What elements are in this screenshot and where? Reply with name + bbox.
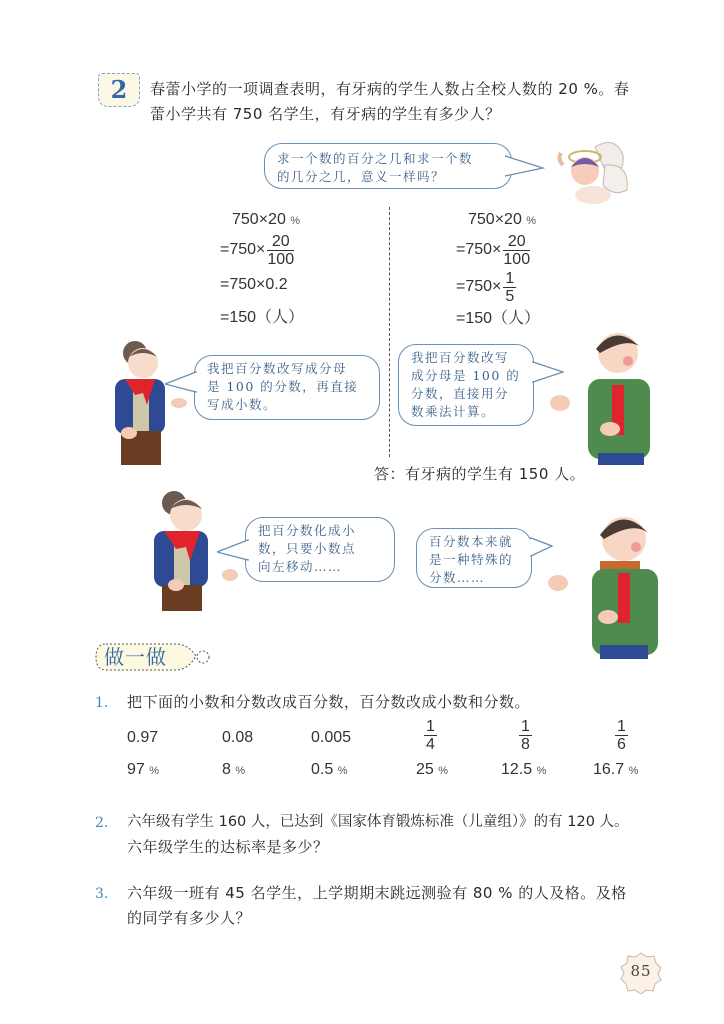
question-line: 六年级学生的达标率是多少？ [127,838,329,856]
calc-step: 750×20 [232,211,286,228]
problem-line-1: 春蕾小学的一项调查表明，有牙病的学生人数占全校人数的 20 %。春 [150,80,630,98]
percent-value: 12.5 % [501,761,547,778]
decimal-value: 0.97 [127,729,159,746]
calc-step: 750×20 [468,211,522,228]
fraction: $\frac{20}{100}$ [503,232,531,268]
question-1-text: 把下面的小数和分数改成百分数，百分数改成小数和分数。 [127,693,531,711]
question-1-row-1 [127,718,667,758]
bubble-tail [165,370,197,394]
percent-sign: % [526,215,537,227]
girl-speech-bubble-2 [245,517,395,582]
example-problem [150,77,670,127]
bubble-line: 我把百分数改写成分母 [207,361,348,376]
decimal-value: 0.005 [311,729,352,746]
boy-illustration [540,505,660,660]
bubble-line: 数，只要小数点 [258,541,357,556]
question-line: 六年级有学生 160 人，已达到《国家体育锻炼标准（儿童组）》的有 120 人。 [127,814,629,830]
percent-value: 8 % [222,761,246,778]
question-line: 的同学有多少人？ [127,909,252,927]
fraction: $\frac{1}{8}$ [521,718,530,753]
calc-result: =150（人） [456,310,541,327]
dashed-divider [389,207,390,457]
bubble-tail [505,150,545,180]
percent-sign: % [290,215,301,227]
problem-line-2: 蕾小学共有 750 名学生，有牙病的学生有多少人？ [150,105,501,123]
fraction: $\frac{1}{5}$ [505,269,515,305]
girl-speech-bubble-1 [194,355,380,420]
boy-illustration [540,325,650,465]
example-number-badge: 2 [98,73,140,107]
calc-step: =750× [456,241,502,258]
answer-text: 答：有牙病的学生有 150 人。 [374,465,586,483]
bubble-line: 是一种特殊的 [429,552,514,567]
boy-speech-bubble-1 [398,344,534,426]
question-3-text [127,881,672,931]
bubble-line: 成分母是 100 的 [411,368,521,383]
decimal-value: 0.08 [222,729,254,746]
question-1-row-2 [127,760,667,782]
fraction: $\frac{1}{4}$ [426,718,435,753]
percent-value: 16.7 % [593,761,639,778]
question-number: 1. [95,695,109,711]
bubble-line: 分数…… [429,570,486,585]
question-line: 六年级一班有 45 名学生，上学期期末跳远测验有 80 % 的人及格。及格 [127,884,627,902]
bubble-line: 我把百分数改写 [411,350,510,365]
calc-step: =750×0.2 [220,276,288,293]
girl-illustration [95,335,190,465]
bubble-line: 数乘法计算。 [411,404,496,419]
percent-value: 97 % [127,761,160,778]
bubble-tail [217,538,249,562]
solution-right [456,210,540,334]
calc-step: =750× [220,241,266,258]
fraction: $\frac{20}{100}$ [267,232,295,268]
calc-result: =150（人） [220,309,305,326]
bubble-line: 分数，直接用分 [411,386,510,401]
bubble-line: 百分数本来就 [429,534,514,549]
angel-icon [555,135,630,210]
practice-title: 做一做 [104,645,167,669]
percent-value: 25 % [416,761,449,778]
fraction: $\frac{1}{6}$ [617,718,626,753]
question-2-text [127,810,672,860]
solution-left [220,210,304,330]
bubble-line: 的几分之几，意义一样吗？ [277,169,446,184]
bubble-line: 写成小数。 [207,397,278,412]
question-number: 2. [95,815,109,831]
page-number: 85 [630,962,652,980]
question-number: 3. [95,886,109,902]
percent-value: 0.5 % [311,761,348,778]
bubble-line: 是 100 的分数，再直接 [207,379,359,394]
bubble-line: 求一个数的百分之几和求一个数 [277,151,474,166]
bubble-line: 向左移动…… [258,559,343,574]
bubble-line: 把百分数化成小 [258,523,357,538]
angel-speech-bubble [264,143,512,189]
calc-step: =750× [456,278,502,295]
boy-speech-bubble-2 [416,528,532,588]
